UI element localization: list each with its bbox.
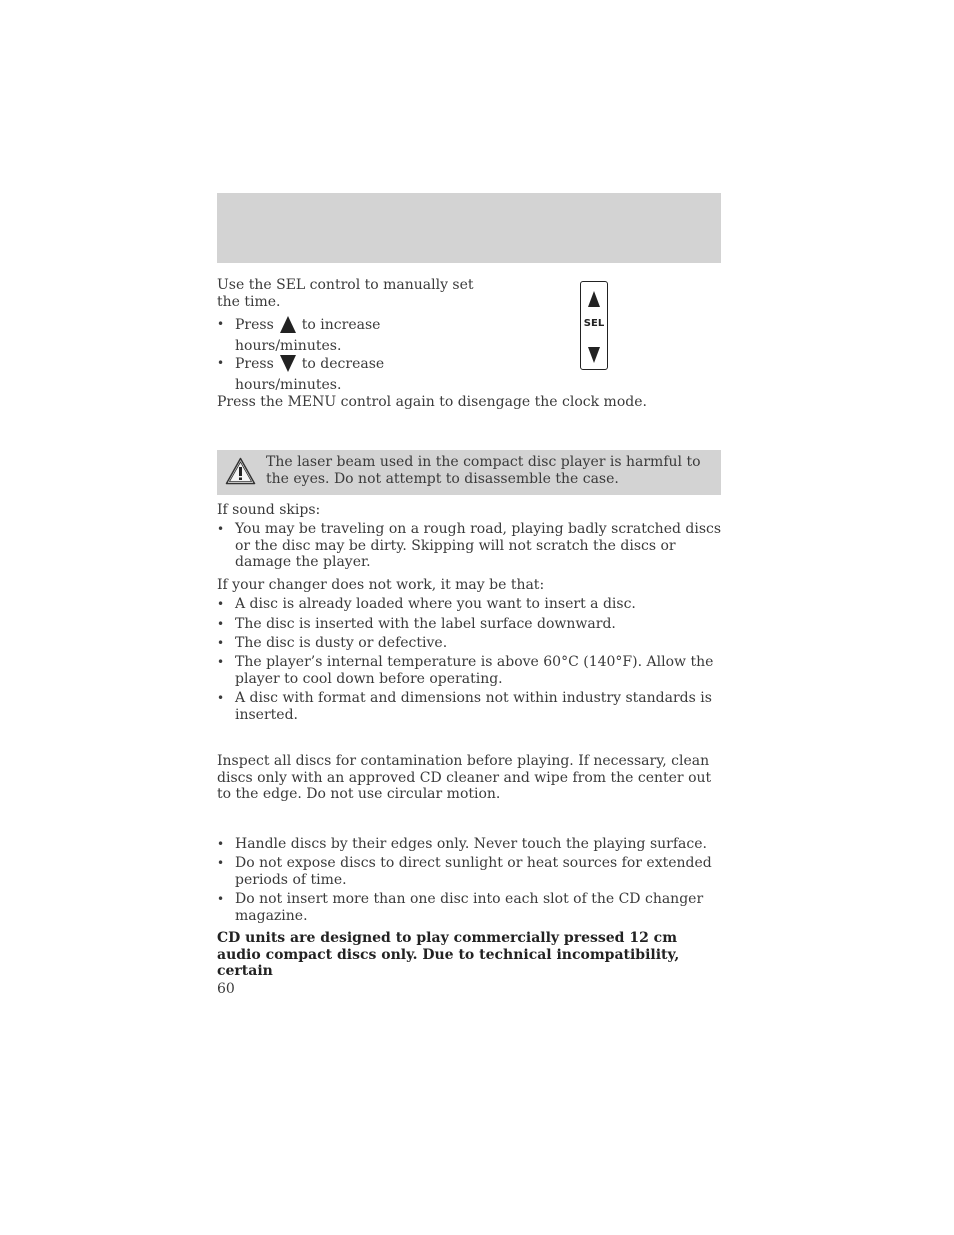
up-arrow-icon <box>280 316 296 338</box>
list-item: • A disc with format and dimensions not within industry standards is inserted. <box>217 690 722 723</box>
menu-note: Press the MENU control again to disengage the clock mode. <box>217 394 647 410</box>
press-label: Press <box>235 356 274 372</box>
list-item: • The player’s internal temperature is above 60°C (140°F). Allow the player to cool down before operating. <box>217 654 722 687</box>
sel-label: SEL <box>583 318 605 329</box>
page-number: 60 <box>217 981 235 997</box>
clock-intro: Use the SEL control to manually set the time. <box>217 277 474 310</box>
warning-box <box>217 450 721 495</box>
list-item: • The disc is dusty or defective. <box>217 635 722 652</box>
up-arrow-icon <box>588 291 600 307</box>
down-arrow-icon <box>588 347 600 363</box>
cleaning-paragraph: Inspect all discs for contamination before playing. If necessary, clean discs only with an approved CD cleaner and wipe from the center out to the edge. Do not use circular motion. <box>217 753 712 802</box>
warning-triangle-icon <box>225 457 256 485</box>
cd-notice: CD units are designed to play commercially pressed 12 cm audio compact discs only. Due to technical incompatibility, certain <box>217 930 680 979</box>
sel-control-illustration <box>580 281 608 370</box>
list-item: • Do not expose discs to direct sunlight or heat sources for extended periods of time. <box>217 855 722 888</box>
list-item: • You may be traveling on a rough road, playing badly scratched discs or the disc may be dirty. Skipping will not scratch the discs or damage the player. <box>217 521 722 571</box>
decrease-text: to decrease hours/minutes. <box>235 356 385 393</box>
list-item: • Do not insert more than one disc into each slot of the CD changer magazine. <box>217 891 722 924</box>
list-item-increase <box>217 316 417 354</box>
warning-text: The laser beam used in the compact disc player is harmful to the eyes. Do not attempt to disassemble the case. <box>266 454 701 487</box>
list-item: • A disc is already loaded where you want to insert a disc. <box>217 596 722 613</box>
skips-heading: If sound skips: <box>217 502 321 518</box>
press-label: Press <box>235 317 274 333</box>
down-arrow-icon <box>280 355 296 377</box>
list-item-decrease <box>217 355 417 393</box>
section-header-band <box>217 193 721 263</box>
increase-text: to increase hours/minutes. <box>235 317 381 354</box>
changer-heading: If your changer does not work, it may be that: <box>217 577 545 593</box>
list-item: • The disc is inserted with the label surface downward. <box>217 616 722 633</box>
list-item: • Handle discs by their edges only. Never touch the playing surface. <box>217 836 722 853</box>
